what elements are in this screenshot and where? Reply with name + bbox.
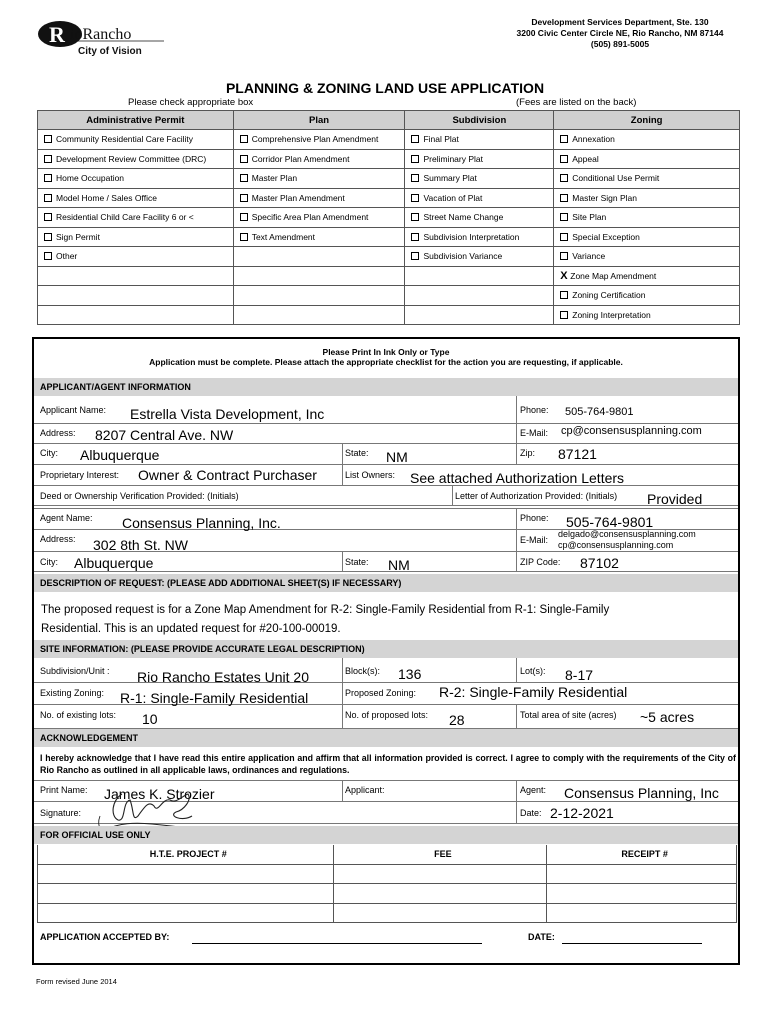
applicant-email-field[interactable]: cp@consensusplanning.com — [561, 425, 702, 437]
option-label: Model Home / Sales Office — [56, 192, 157, 203]
applicant-email-label: E-Mail: — [520, 428, 549, 438]
admin-cell — [38, 149, 234, 169]
office-date-line[interactable] — [562, 943, 702, 944]
option-label: Site Plan — [572, 212, 607, 223]
instructions: Please Print In Ink Only or Type Application must be complete. Please attach the appropriate checklist for the action you are requesting, if applicable. — [149, 347, 623, 367]
checkbox[interactable] — [44, 233, 52, 241]
checkbox[interactable] — [411, 174, 419, 182]
checkbox[interactable] — [44, 174, 52, 182]
logo-tagline: City of Vision — [78, 46, 142, 57]
proposed-zoning-field[interactable]: R-2: Single-Family Residential — [439, 684, 628, 700]
print-name-label: Print Name: — [40, 785, 88, 795]
plan-cell — [233, 286, 405, 306]
checkbox[interactable] — [44, 194, 52, 202]
checkbox[interactable] — [240, 174, 248, 182]
checkbox[interactable] — [44, 252, 52, 260]
option-label: Community Residential Care Facility — [56, 134, 193, 145]
option-label: Zoning Certification — [572, 290, 646, 301]
option-label: Specific Area Plan Amendment — [251, 212, 369, 223]
option-label: Home Occupation — [56, 173, 125, 184]
plan-cell — [233, 149, 405, 169]
plan-cell — [233, 266, 405, 286]
accepted-by-line[interactable] — [192, 943, 482, 944]
subdivision-cell — [405, 169, 554, 189]
checkbox[interactable] — [560, 233, 568, 241]
option-label: Development Review Committee (DRC) — [56, 153, 207, 164]
accepted-by-label: APPLICATION ACCEPTED BY: — [40, 932, 170, 942]
option-label: Variance — [572, 251, 606, 262]
site-area-field[interactable]: ~5 acres — [640, 709, 695, 725]
date-field[interactable]: 2-12-2021 — [550, 805, 614, 821]
option-label: Master Plan — [251, 173, 298, 184]
admin-cell — [38, 169, 234, 189]
admin-cell — [38, 130, 234, 150]
option-label: Conditional Use Permit — [572, 173, 660, 184]
option-label: Zone Map Amendment — [570, 270, 657, 281]
plan-cell — [233, 247, 405, 267]
zoning-cell — [554, 208, 740, 228]
office-cell[interactable] — [333, 884, 547, 904]
existing-lots-label: No. of existing lots: — [40, 710, 117, 720]
subdivision-field[interactable]: Rio Rancho Estates Unit 20 — [137, 669, 309, 685]
existing-zoning-label: Existing Zoning: — [40, 688, 105, 698]
checkbox[interactable] — [560, 291, 568, 299]
checkbox[interactable] — [560, 174, 568, 182]
subdivision-cell — [405, 130, 554, 150]
applicant-zip-field[interactable]: 87121 — [558, 446, 597, 462]
list-owners-field[interactable]: See attached Authorization Letters — [410, 470, 625, 486]
subdivision-cell — [405, 266, 554, 286]
plan-cell — [233, 227, 405, 247]
col-subdivision: Subdivision — [405, 111, 554, 130]
subdivision-cell — [405, 149, 554, 169]
agent-phone-field[interactable]: 505-764-9801 — [566, 514, 654, 530]
site-section-header: SITE INFORMATION: (PLEASE PROVIDE ACCURATE LEGAL DESCRIPTION) — [34, 640, 738, 658]
deed-verification-label: Deed or Ownership Verification Provided: (Initials) — [40, 491, 239, 501]
option-label: Master Sign Plan — [572, 192, 637, 203]
proprietary-interest-label: Proprietary Interest: — [40, 470, 120, 480]
checkbox[interactable] — [560, 135, 568, 143]
subdivision-cell — [405, 305, 554, 325]
col-administrative-permit: Administrative Permit — [38, 111, 234, 130]
agent-phone-label: Phone: — [520, 513, 549, 523]
option-label: Residential Child Care Facility 6 or < — [56, 212, 194, 223]
form-revision: Form revised June 2014 — [36, 977, 117, 986]
admin-cell — [38, 305, 234, 325]
blocks-label: Block(s): — [345, 666, 381, 676]
subdivision-cell — [405, 286, 554, 306]
plan-cell — [233, 305, 405, 325]
agent-state-label: State: — [345, 557, 369, 567]
date-label: Date: — [520, 808, 542, 818]
applicant-address-label: Address: — [40, 428, 76, 438]
applicant-zip-label: Zip: — [520, 448, 536, 458]
checkbox[interactable] — [240, 213, 248, 221]
option-label: Corridor Plan Amendment — [251, 153, 350, 164]
subdivision-cell — [405, 208, 554, 228]
admin-cell — [38, 227, 234, 247]
description-field[interactable]: The proposed request is for a Zone Map Amendment for R-2: Single-Family Residential from R-1: Single-Family Residential. This is an updated request for #20-100-00019. — [41, 604, 610, 635]
office-table — [37, 845, 737, 923]
applicant-address-field[interactable]: 8207 Central Ave. NW — [95, 427, 234, 443]
checkbox[interactable] — [411, 155, 419, 163]
zoning-cell — [554, 169, 740, 189]
admin-cell — [38, 247, 234, 267]
plan-cell — [233, 208, 405, 228]
zoning-cell — [554, 286, 740, 306]
option-label: Sign Permit — [56, 231, 100, 242]
office-cell[interactable] — [333, 864, 547, 884]
option-label: Summary Plat — [423, 173, 477, 184]
agent-zip-field[interactable]: 87102 — [580, 555, 619, 571]
existing-lots-field[interactable]: 10 — [142, 711, 158, 727]
applicant-name-label: Applicant Name: — [40, 405, 107, 415]
admin-cell — [38, 286, 234, 306]
office-cell[interactable] — [547, 903, 737, 923]
applicant-section-header: APPLICANT/AGENT INFORMATION — [34, 378, 738, 396]
zoning-cell — [554, 305, 740, 325]
form-title: PLANNING & ZONING LAND USE APPLICATION — [225, 80, 545, 96]
option-label: Other — [56, 251, 78, 262]
zoning-cell — [554, 188, 740, 208]
agent-email-field[interactable]: delgado@consensusplanning.com cp@consensusplanning.com — [558, 529, 696, 550]
blocks-field[interactable]: 136 — [398, 666, 422, 682]
checkbox[interactable] — [411, 194, 419, 202]
hte-project-header: H.T.E. PROJECT # — [38, 845, 334, 864]
office-cell[interactable] — [38, 864, 334, 884]
office-cell[interactable] — [547, 884, 737, 904]
zoning-cell — [554, 227, 740, 247]
checkbox[interactable] — [560, 194, 568, 202]
applicant-state-field[interactable]: NM — [386, 449, 408, 465]
lots-label: Lot(s): — [520, 666, 546, 676]
checkbox[interactable] — [411, 233, 419, 241]
proposed-lots-field[interactable]: 28 — [449, 712, 465, 728]
office-cell[interactable] — [547, 864, 737, 884]
applicant-city-label: City: — [40, 448, 58, 458]
zoning-cell — [554, 266, 740, 286]
office-cell[interactable] — [38, 884, 334, 904]
office-cell[interactable] — [333, 903, 547, 923]
plan-cell — [233, 169, 405, 189]
applicant-state-label: State: — [345, 448, 369, 458]
option-label: Annexation — [572, 134, 615, 145]
agent-address-label: Address: — [40, 534, 76, 544]
check-note: Please check appropriate box — [128, 97, 254, 108]
plan-cell — [233, 188, 405, 208]
option-label: Subdivision Interpretation — [423, 231, 520, 242]
subdivision-cell — [405, 227, 554, 247]
col-zoning: Zoning — [554, 111, 740, 130]
agent-address-field[interactable]: 302 8th St. NW — [93, 537, 188, 553]
option-label: Subdivision Variance — [423, 251, 503, 262]
receipt-header: RECEIPT # — [547, 845, 737, 864]
office-date-label: DATE: — [528, 932, 555, 942]
subdivision-label: Subdivision/Unit : — [40, 666, 110, 676]
option-label: Comprehensive Plan Amendment — [251, 134, 379, 145]
option-label: Appeal — [572, 153, 599, 164]
zoning-cell — [554, 130, 740, 150]
option-label: Street Name Change — [423, 212, 504, 223]
checkbox[interactable] — [240, 194, 248, 202]
option-label: Zoning Interpretation — [572, 309, 651, 320]
ack-text: I hereby acknowledge that I have read this entire application and affirm that all information provided is correct. I agree to comply with the requirements of the City of Rio Rancho as outlined in all applicable laws, ordinances and regulations. — [40, 753, 736, 775]
agent-city-field[interactable]: Albuquerque — [74, 555, 154, 571]
checkbox[interactable] — [240, 233, 248, 241]
agent-state-field[interactable]: NM — [388, 557, 410, 573]
option-label: Master Plan Amendment — [251, 192, 345, 203]
subdivision-cell — [405, 188, 554, 208]
application-type-table — [37, 110, 740, 325]
site-area-label: Total area of site (acres) — [520, 710, 617, 720]
agent-email-label: E-Mail: — [520, 535, 549, 545]
agent-sign-field[interactable]: Consensus Planning, Inc — [564, 785, 719, 801]
option-label: Vacation of Plat — [423, 192, 483, 203]
svg-text:R: R — [49, 22, 65, 47]
agent-sign-label: Agent: — [520, 785, 547, 795]
agent-city-label: City: — [40, 557, 58, 567]
list-owners-label: List Owners: — [345, 470, 396, 480]
city-logo — [36, 14, 186, 60]
checkbox[interactable] — [411, 135, 419, 143]
office-section-header: FOR OFFICIAL USE ONLY — [34, 826, 738, 844]
checkbox[interactable] — [411, 252, 419, 260]
lots-field[interactable]: 8-17 — [565, 667, 594, 683]
checkbox[interactable] — [44, 155, 52, 163]
applicant-phone-field[interactable]: 505-764-9801 — [565, 406, 634, 418]
col-plan: Plan — [233, 111, 405, 130]
print-name-field[interactable]: James K. Strozier — [104, 786, 215, 802]
checkbox[interactable] — [411, 213, 419, 221]
svg-text:ioRancho: ioRancho — [70, 26, 132, 43]
applicant-city-field[interactable]: Albuquerque — [80, 447, 160, 463]
applicant-phone-label: Phone: — [520, 405, 549, 415]
option-label: Text Amendment — [251, 231, 316, 242]
department-address: Development Services Department, Ste. 130 3200 Civic Center Circle NE, Rio Rancho, NM 87144 (505) 891-5005 — [516, 17, 724, 49]
checkbox[interactable] — [44, 213, 52, 221]
agent-name-label: Agent Name: — [40, 513, 93, 523]
authorization-letter-field[interactable]: Provided — [647, 491, 703, 507]
checkbox[interactable] — [240, 135, 248, 143]
authorization-letter-label: Letter of Authorization Provided: (Initials) — [455, 491, 618, 501]
admin-cell — [38, 266, 234, 286]
signature-label: Signature: — [40, 808, 82, 818]
checkbox[interactable] — [560, 311, 568, 319]
zoning-cell — [554, 149, 740, 169]
checkbox[interactable] — [44, 135, 52, 143]
description-section-header: DESCRIPTION OF REQUEST: (PLEASE ADD ADDITIONAL SHEET(S) IF NECESSARY) — [34, 574, 738, 592]
checkbox[interactable] — [560, 252, 568, 260]
proposed-lots-label: No. of proposed lots: — [345, 710, 429, 720]
checkbox[interactable] — [560, 213, 568, 221]
option-label: Final Plat — [423, 134, 459, 145]
agent-zip-label: ZIP Code: — [520, 557, 561, 567]
admin-cell — [38, 188, 234, 208]
fees-note: (Fees are listed on the back) — [516, 97, 637, 108]
admin-cell — [38, 208, 234, 228]
zoning-cell — [554, 247, 740, 267]
office-cell[interactable] — [38, 903, 334, 923]
subdivision-cell — [405, 247, 554, 267]
agent-name-field[interactable]: Consensus Planning, Inc. — [122, 515, 281, 531]
fee-header: FEE — [333, 845, 547, 864]
ack-section-header: ACKNOWLEDGEMENT — [34, 729, 738, 747]
plan-cell — [233, 130, 405, 150]
proposed-zoning-label: Proposed Zoning: — [345, 688, 417, 698]
applicant-name-field[interactable]: Estrella Vista Development, Inc — [130, 406, 325, 422]
checkbox[interactable] — [560, 155, 568, 163]
existing-zoning-field[interactable]: R-1: Single-Family Residential — [120, 690, 309, 706]
proprietary-interest-field[interactable]: Owner & Contract Purchaser — [138, 467, 317, 483]
option-label: Preliminary Plat — [423, 153, 483, 164]
checkbox-checked[interactable]: X — [560, 269, 568, 282]
option-label: Special Exception — [572, 231, 640, 242]
checkbox[interactable] — [240, 155, 248, 163]
applicant-sign-label: Applicant: — [345, 785, 385, 795]
